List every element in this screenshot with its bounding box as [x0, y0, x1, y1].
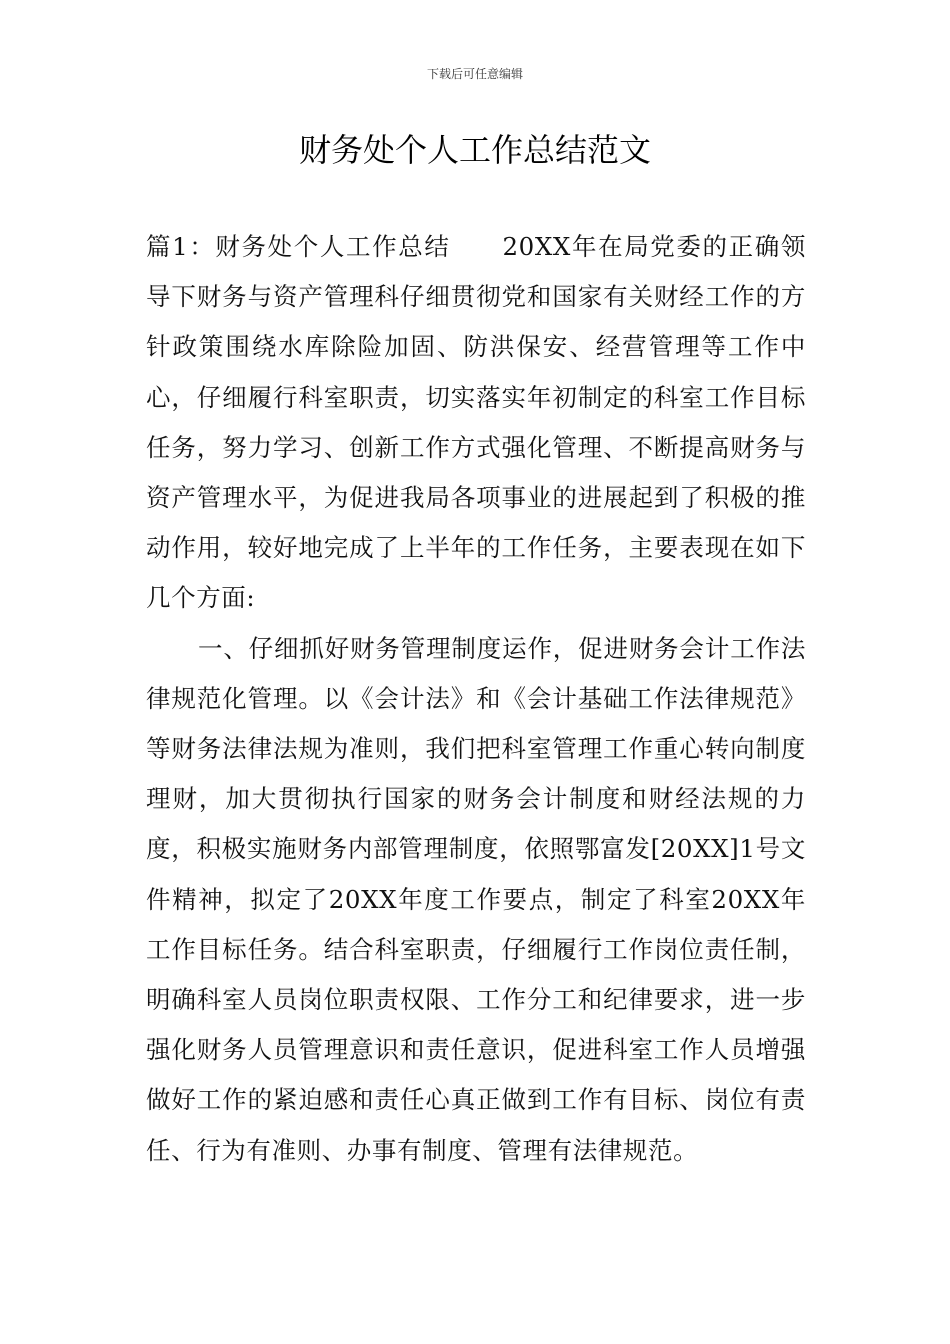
intro-paragraph: [146, 222, 806, 624]
document-title: 财务处个人工作总结范文: [298, 131, 651, 169]
intro-text: 20XX年在局党委的正确领导下财务与资产管理科仔细贯彻党和国家有关财经工作的方针政策围绕水库除险加固、防洪保安、经营管理等工作中心，仔细履行科室职责，切实落实年初制定的科室工作目标任务，努力学习、创新工作方式强化管理、不断提高财务与资产管理水平，为促进我局各项事业的进展起到了积极的推动作用，较好地完成了上半年的工作任务，主要表现在如下几个方面:: [146, 232, 806, 613]
header-note: 下载后可任意编辑: [426, 67, 523, 81]
section-one-paragraph: 一、仔细抓好财务管理制度运作，促进财务会计工作法律规范化管理。以《会计法》和《会计基础工作法律规范》等财务法律法规为准则，我们把科室管理工作重心转向制度理财，加大贯彻执行国家的财务会计制度和财经法规的力度，积极实施财务内部管理制度，依照鄂富发[20XX]1号文件精神，拟定了20XX年度工作要点，制定了科室20XX年工作目标任务。结合科室职责，仔细履行工作岗位责任制，明确科室人员岗位职责权限、工作分工和纪律要求，进一步强化财务人员管理意识和责任意识，促进科室工作人员增强做好工作的紧迫感和责任心真正做到工作有目标、岗位有责任、行为有准则、办事有制度、管理有法律规范。: [146, 633, 806, 1165]
article-label: 篇1：财务处个人工作总结: [146, 232, 451, 261]
document-body: [146, 222, 806, 1176]
